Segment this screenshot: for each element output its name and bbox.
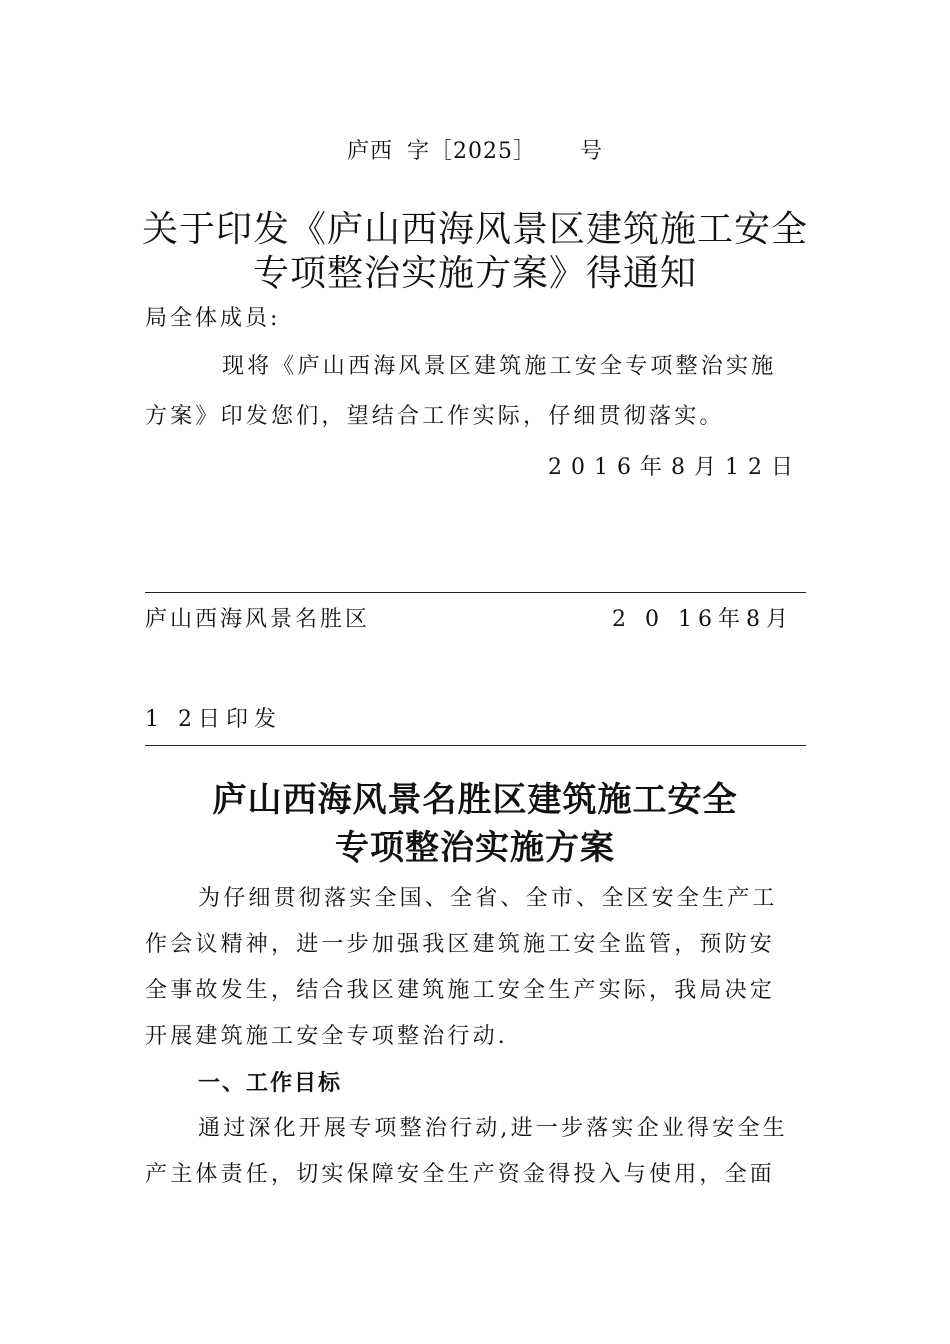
doc-number-prefix: 庐西	[346, 139, 393, 164]
plan-title-line-2: 专项整治实施方案	[335, 828, 615, 868]
doc-number-year: ［2025］	[430, 139, 536, 164]
notice-body-line-1: 现将《庐山西海风景区建筑施工安全专项整治实施	[222, 354, 777, 379]
divider-bottom	[145, 745, 806, 746]
issue-date-part-1: 2 0 16年8月	[612, 607, 794, 632]
issue-date-part-2: 1 2日印发	[145, 707, 282, 732]
section-heading-goals: 一、工作目标	[198, 1070, 343, 1096]
section1-line-2: 产主体责任，切实保障安全生产资金得投入与使用，全面	[145, 1162, 776, 1187]
salutation: 局全体成员:	[145, 306, 281, 331]
doc-number-char: 字	[406, 139, 430, 164]
doc-number-suffix: 号	[580, 139, 604, 164]
intro-line-2: 作会议精神，进一步加强我区建筑施工安全监管，预防安	[145, 932, 776, 957]
notice-title-line-2: 专项整治实施方案》得通知	[252, 253, 697, 294]
notice-body-line-2: 方案》印发您们，望结合工作实际，仔细贯彻落实。	[145, 404, 725, 429]
notice-title-line-1: 关于印发《庐山西海风景区建筑施工安全	[141, 209, 808, 250]
document-number	[0, 134, 950, 165]
divider-top	[145, 592, 806, 593]
intro-line-4: 开展建筑施工安全专项整治行动.	[145, 1024, 508, 1049]
plan-title-line-1: 庐山西海风景名胜区建筑施工安全	[212, 780, 738, 820]
section1-line-1: 通过深化开展专项整治行动,进一步落实企业得安全生	[198, 1116, 788, 1141]
intro-line-3: 全事故发生，结合我区建筑施工安全生产实际，我局决定	[145, 978, 776, 1003]
notice-date: 2016年8月12日	[548, 455, 802, 480]
issuer: 庐山西海风景名胜区	[145, 607, 371, 632]
intro-line-1: 为仔细贯彻落实全国、全省、全市、全区安全生产工	[198, 886, 778, 911]
